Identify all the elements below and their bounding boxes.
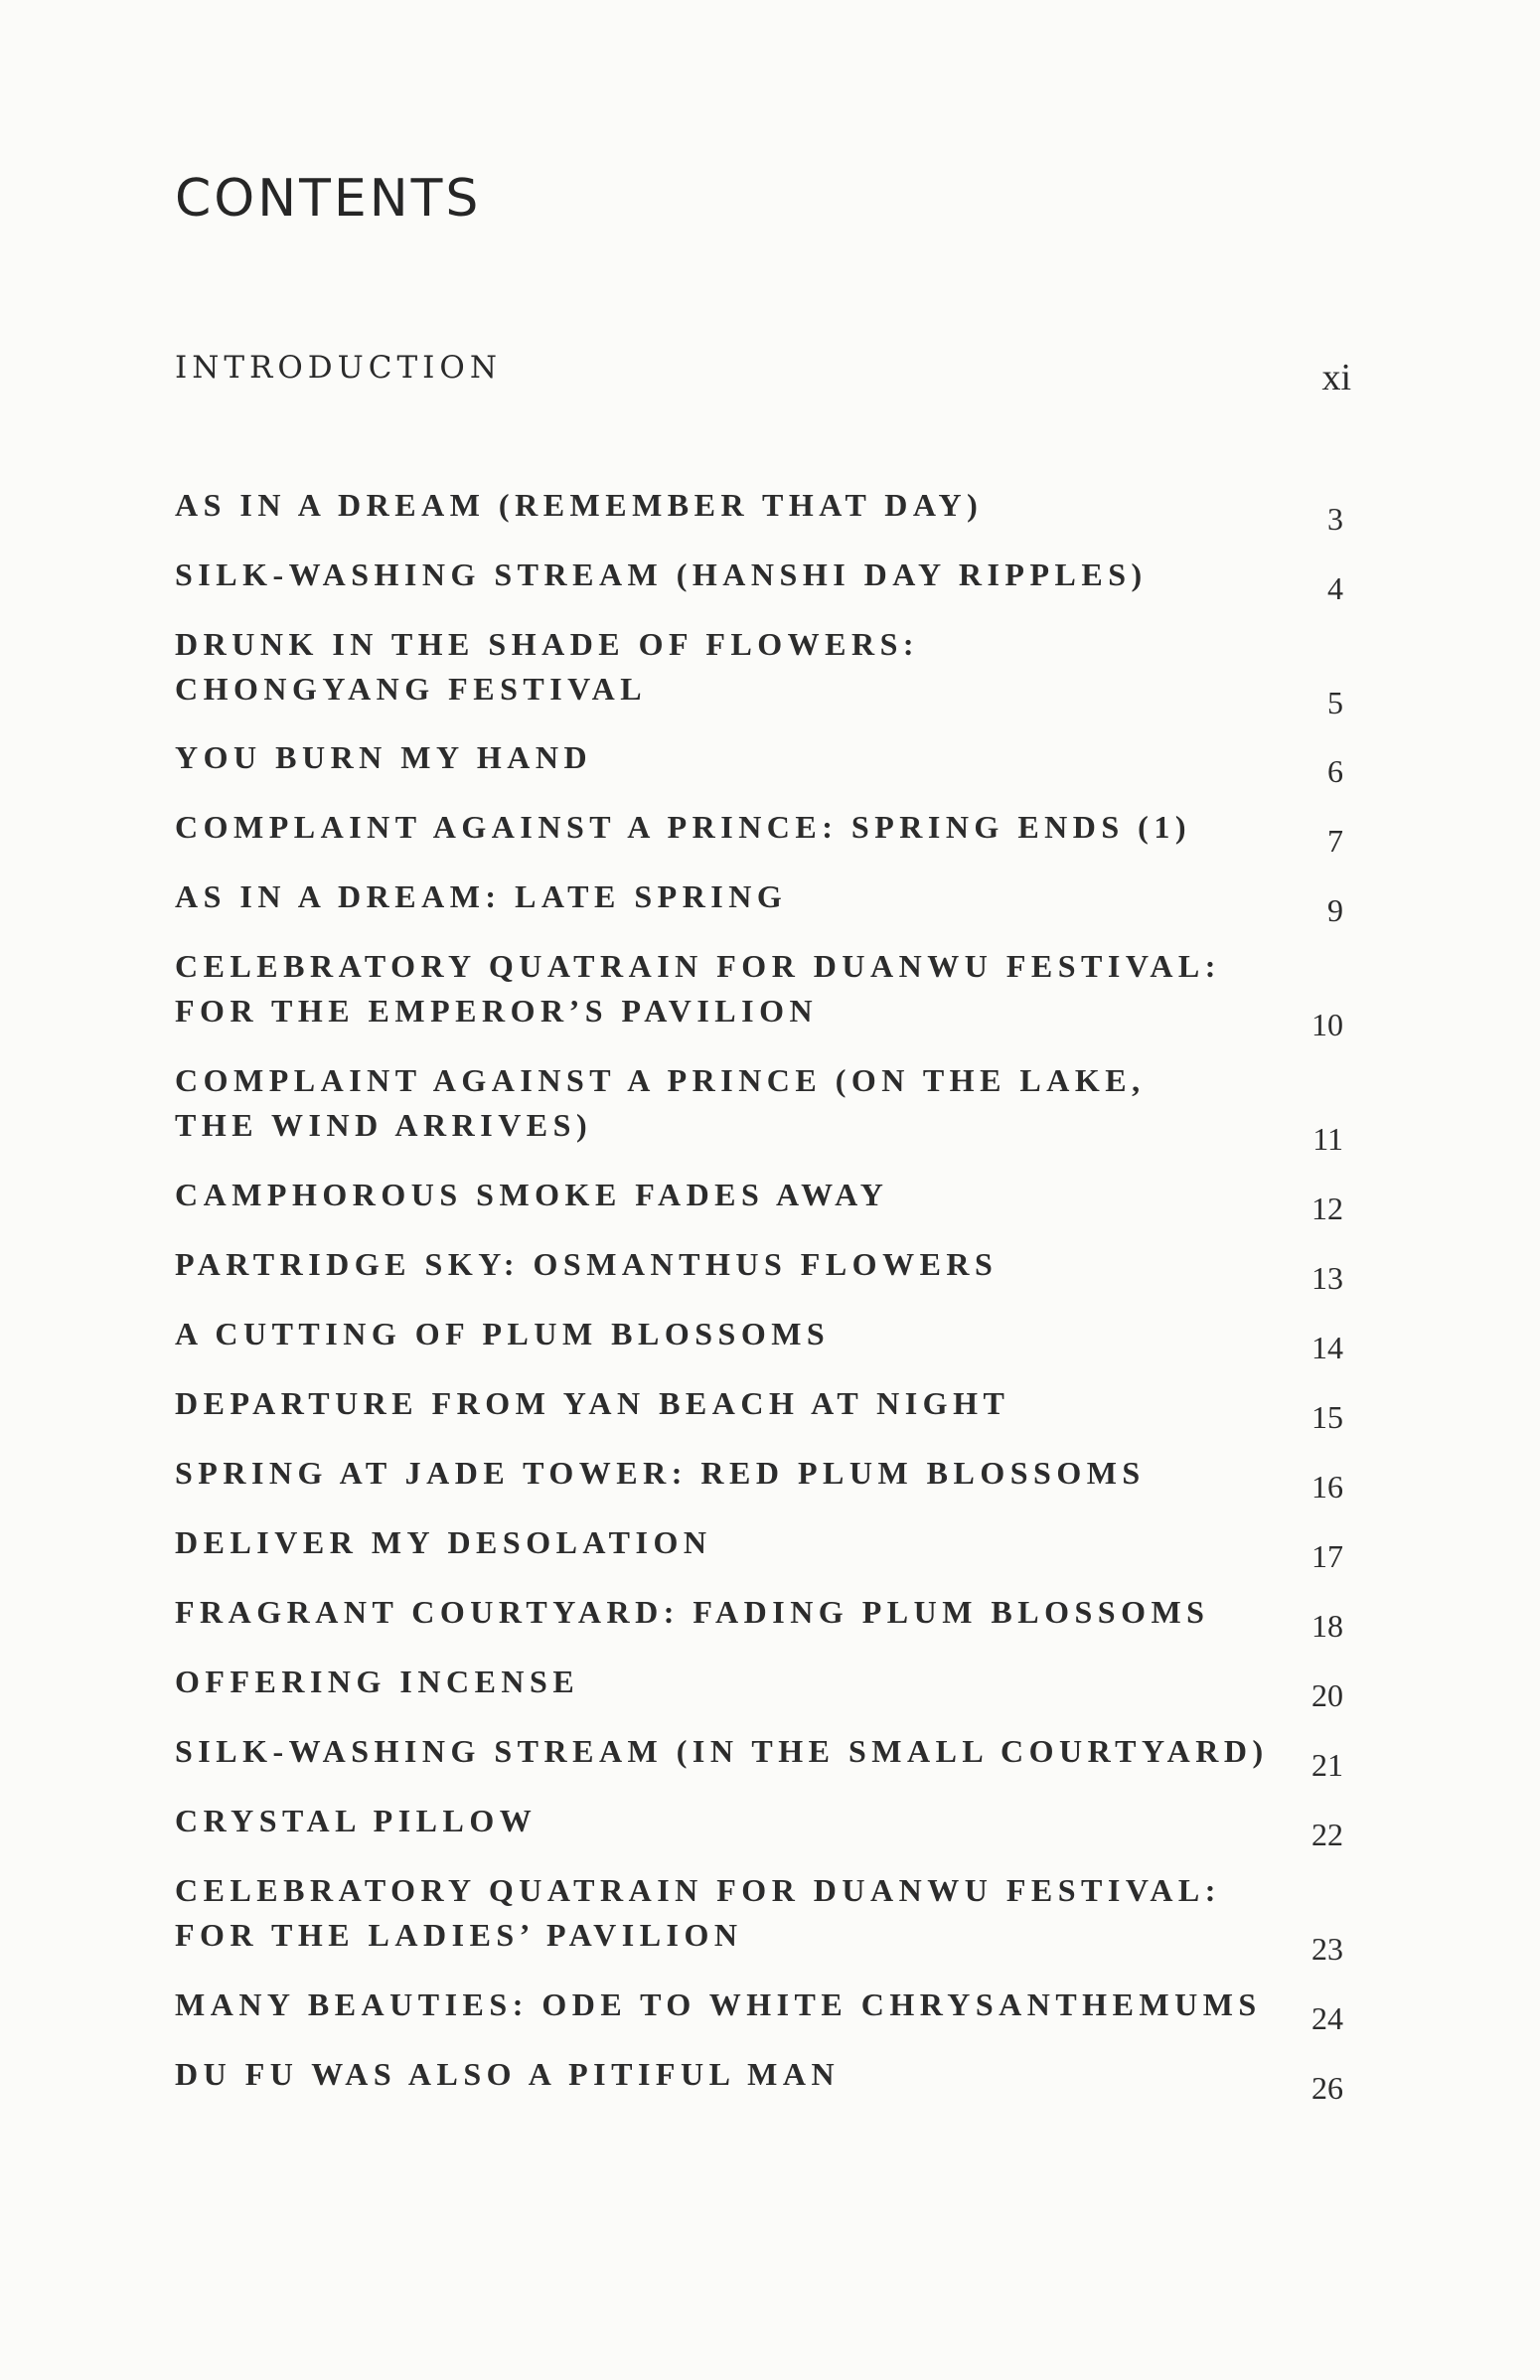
toc-entry [175,1868,1363,1967]
toc-entry-title-line: DELIVER MY DESOLATION [175,1524,712,1560]
toc-entry-page-number: 5 [1327,685,1343,720]
toc-entry-title-line: CRYSTAL PILLOW [175,1803,538,1838]
toc-entry-title [175,1451,1363,1496]
toc-entry-title-line: COMPLAINT AGAINST A PRINCE: SPRING ENDS (1) [175,809,1191,845]
toc-entry [175,1729,1363,1783]
toc-entry-title [175,944,1363,1033]
toc-entry-title [175,874,1363,919]
toc-entry-title [175,553,1363,597]
toc-entry [175,2052,1363,2106]
toc-entry-title-line: OFFERING INCENSE [175,1664,580,1699]
toc-entry-title-line: SILK-WASHING STREAM (IN THE SMALL COURTYARD) [175,1733,1269,1769]
toc-entry-title-line: AS IN A DREAM (REMEMBER THAT DAY) [175,487,984,523]
toc-entry [175,1058,1363,1157]
toc-entry-title [175,1520,1363,1565]
toc-entry-title [175,1173,1363,1217]
toc-entry-page-number: 15 [1311,1399,1343,1435]
toc-entry-title-line: CELEBRATORY QUATRAIN FOR DUANWU FESTIVAL: [175,948,1221,984]
toc-entry-page-number: 16 [1311,1469,1343,1505]
toc-entry-title-line: SILK-WASHING STREAM (HANSHI DAY RIPPLES) [175,556,1148,592]
toc-entry-title-line: THE WIND ARRIVES) [175,1107,593,1143]
toc-entry [175,1312,1363,1365]
toc-entry-title [175,1868,1363,1958]
introduction-page-number: xi [1321,357,1351,398]
toc-entry [175,1381,1363,1435]
toc-entry-title [175,1058,1363,1148]
toc-entry-title-line: MANY BEAUTIES: ODE TO WHITE CHRYSANTHEMUMS [175,1986,1262,2022]
toc-entry-introduction [175,350,1363,399]
toc-entry [175,805,1363,859]
toc-entry-title-line: COMPLAINT AGAINST A PRINCE (ON THE LAKE, [175,1062,1146,1098]
toc-entry-page-number: 3 [1327,501,1343,537]
toc-entry-page-number: 14 [1311,1330,1343,1365]
toc-entry [175,622,1363,720]
toc-entry-title-line: PARTRIDGE SKY: OSMANTHUS FLOWERS [175,1246,999,1282]
toc-entry-title [175,1590,1363,1635]
toc-entry [175,1242,1363,1296]
toc-entry [175,1520,1363,1574]
toc-entry-title [175,1983,1363,2027]
toc-entry-page-number: 17 [1311,1538,1343,1574]
toc-entry-title-line: FRAGRANT COURTYARD: FADING PLUM BLOSSOMS [175,1594,1210,1630]
toc-entry [175,1590,1363,1644]
toc-entry-page-number: 21 [1311,1747,1343,1783]
toc-entry [175,944,1363,1042]
toc-entry-title [175,2052,1363,2097]
toc-entry-title [175,1242,1363,1287]
toc-entry-title-line: DRUNK IN THE SHADE OF FLOWERS: [175,626,920,662]
toc-entry-title [175,1799,1363,1843]
toc-entry [175,1983,1363,2036]
toc-entry [175,1173,1363,1226]
toc-entry-title [175,483,1363,528]
toc-entry-page-number: 10 [1311,1007,1343,1042]
toc-entry [175,1799,1363,1852]
toc-entry-page-number: 13 [1311,1260,1343,1296]
toc-entry [175,483,1363,537]
toc-entry-page-number: 12 [1311,1190,1343,1226]
toc-entry-title [175,1729,1363,1774]
toc-entry-title [175,622,1363,712]
toc-entry-page-number: 7 [1327,823,1343,859]
toc-entry-page-number: 23 [1311,1931,1343,1967]
toc-entry [175,1660,1363,1713]
toc-entry-page-number: 11 [1312,1121,1343,1157]
toc-entry-title-line: CHONGYANG FESTIVAL [175,671,648,707]
toc-entry-title-line: FOR THE LADIES’ PAVILION [175,1917,743,1953]
toc-entry-title-line: FOR THE EMPEROR’S PAVILION [175,993,819,1029]
toc-entry-page-number: 9 [1327,892,1343,928]
toc-entry-title-line: A CUTTING OF PLUM BLOSSOMS [175,1316,831,1351]
toc-entry-page-number: 20 [1311,1677,1343,1713]
toc-entry-title-line: AS IN A DREAM: LATE SPRING [175,878,788,914]
toc-entry-title [175,735,1363,780]
toc-entry-title [175,1381,1363,1426]
toc-entry-page-number: 22 [1311,1817,1343,1852]
toc-entry [175,735,1363,789]
toc-entry-title-line: DU FU WAS ALSO A PITIFUL MAN [175,2056,841,2092]
toc-entry-title [175,805,1363,850]
toc-entry [175,1451,1363,1505]
toc-entry [175,553,1363,606]
toc-entry-title-line: YOU BURN MY HAND [175,739,593,775]
toc-entry-page-number: 6 [1327,753,1343,789]
toc-entry-title [175,1312,1363,1356]
toc-entry-title-line: SPRING AT JADE TOWER: RED PLUM BLOSSOMS [175,1455,1146,1491]
toc-entry-title-line: DEPARTURE FROM YAN BEACH AT NIGHT [175,1385,1010,1421]
toc-entry [175,874,1363,928]
contents-heading: CONTENTS [175,169,482,229]
toc-entry-page-number: 18 [1311,1608,1343,1644]
introduction-title: INTRODUCTION [175,350,502,386]
toc-entry-title-line: CELEBRATORY QUATRAIN FOR DUANWU FESTIVAL: [175,1872,1221,1908]
toc-entry-page-number: 24 [1311,2000,1343,2036]
toc-entry-page-number: 26 [1311,2070,1343,2106]
toc-entry-title-line: CAMPHOROUS SMOKE FADES AWAY [175,1177,889,1212]
toc-entry-title [175,1660,1363,1704]
toc-entry-page-number: 4 [1327,570,1343,606]
